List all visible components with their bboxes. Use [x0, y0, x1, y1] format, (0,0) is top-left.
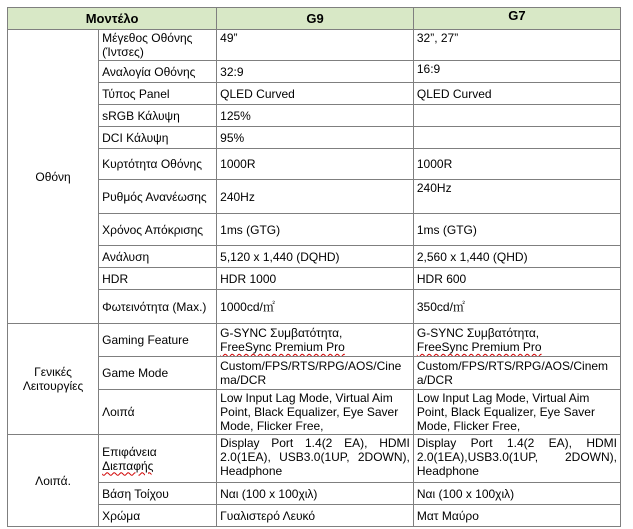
- cell-g7: 1ms (GTG): [413, 214, 620, 246]
- row-label: sRGB Κάλυψη: [99, 105, 217, 127]
- cell-g9: Ναι (100 x 100χιλ): [217, 483, 414, 505]
- row-label: HDR: [99, 268, 217, 290]
- row-label: Μέγεθος Οθόνης (Ίντσες): [99, 30, 217, 61]
- row-label: DCI Κάλυψη: [99, 127, 217, 149]
- gaming-g9-line1: G-SYNC Συμβατότητα,: [220, 326, 343, 340]
- table-row: [8, 83, 621, 105]
- row-label: Χρόνος Απόκρισης: [99, 214, 217, 246]
- cell-g7: Low Input Lag Mode, Virtual Aim Point, Black Equalizer, Eye Saver Mode, Flicker Free,: [413, 390, 620, 435]
- group-other: Λοιπά.: [8, 435, 99, 527]
- cell-g9: 32:9: [217, 61, 414, 83]
- table-row: [8, 30, 621, 61]
- table-row: [8, 127, 621, 149]
- interface-label-line1: Επιφάνεια: [102, 444, 157, 459]
- cell-g9: Custom/FPS/RTS/RPG/AOS/Cinema/DCR: [217, 357, 414, 390]
- cell-g9: 1ms (GTG): [217, 214, 414, 246]
- cell-g7: 240Hz: [413, 180, 620, 214]
- spec-comparison-table: [7, 7, 621, 527]
- row-label: Λοιπά: [99, 390, 217, 435]
- header-g7: G7: [413, 8, 620, 30]
- cell-g7: [413, 127, 620, 149]
- header-model: Μοντέλο: [8, 8, 217, 30]
- table-row: [8, 246, 621, 268]
- row-label: Φωτεινότητα (Max.): [99, 290, 217, 324]
- cell-g9: 5,120 x 1,440 (DQHD): [217, 246, 414, 268]
- gaming-g7-line2: FreeSync Premium Pro: [416, 340, 542, 354]
- row-label: Κυρτότητα Οθόνης: [99, 149, 217, 180]
- cell-g7: 16:9: [413, 61, 620, 83]
- cell-g7: Ματ Μαύρο: [413, 505, 620, 527]
- table-row: [8, 180, 621, 214]
- cell-g7: Ναι (100 x 100χιλ): [413, 483, 620, 505]
- cell-g9: 240Hz: [217, 180, 414, 214]
- row-label: Gaming Feature: [99, 324, 217, 357]
- row-label: [99, 435, 217, 483]
- group-features-line1: Γενικές: [34, 365, 72, 379]
- table-row: [8, 214, 621, 246]
- cell-g7: HDR 600: [413, 268, 620, 290]
- table-row: [8, 105, 621, 127]
- table-row: [8, 435, 621, 483]
- row-label: Τύπος Panel: [99, 83, 217, 105]
- table-row: [8, 357, 621, 390]
- cell-g7: [413, 105, 620, 127]
- cell-g9: QLED Curved: [217, 83, 414, 105]
- cell-g7: 2,560 x 1,440 (QHD): [413, 246, 620, 268]
- cell-g9: Low Input Lag Mode, Virtual Aim Point, Black Equalizer, Eye Saver Mode, Flicker Free,: [217, 390, 414, 435]
- interface-label-line2: Διεπαφής: [102, 458, 154, 473]
- table-row: [8, 290, 621, 324]
- header-row: [8, 8, 621, 30]
- row-label: Βάση Τοίχου: [99, 483, 217, 505]
- cell-g9: 49”: [217, 30, 414, 61]
- row-label: Χρώμα: [99, 505, 217, 527]
- cell-g7: Custom/FPS/RTS/RPG/AOS/Cinema/DCR: [413, 357, 620, 390]
- gaming-g7-line1: G-SYNC Συμβατότητα,: [416, 326, 540, 340]
- cell-g7: QLED Curved: [413, 83, 620, 105]
- table-row: [8, 268, 621, 290]
- cell-g7: [413, 324, 620, 357]
- group-features-line2: Λειτουργίες: [22, 379, 84, 393]
- table-row: [8, 390, 621, 435]
- cell-g9: Γυαλιστερό Λευκό: [217, 505, 414, 527]
- group-features: [8, 324, 99, 435]
- row-label: Ανάλυση: [99, 246, 217, 268]
- cell-g9: Display Port 1.4(2 EA), HDMI 2.0(1EA), USB3.0(1UP, 2DOWN), Headphone: [217, 435, 414, 483]
- cell-g9: 95%: [217, 127, 414, 149]
- cell-g7: 32”, 27”: [413, 30, 620, 61]
- table-row: [8, 483, 621, 505]
- group-display: Οθόνη: [8, 30, 99, 324]
- header-g9: G9: [217, 8, 414, 30]
- table-row: [8, 149, 621, 180]
- cell-g7: Display Port 1.4(2 EA), HDMI 2.0(1EA),USB3.0(1UP, 2DOWN), Headphone: [413, 435, 620, 483]
- row-label: Αναλογία Οθόνης: [99, 61, 217, 83]
- cell-g9: [217, 324, 414, 357]
- cell-g9: 1000R: [217, 149, 414, 180]
- cell-g7: 1000R: [413, 149, 620, 180]
- row-label: Ρυθμός Ανανέωσης: [99, 180, 217, 214]
- gaming-g9-line2: FreeSync Premium Pro: [220, 340, 345, 354]
- cell-g7: 350cd/㎡: [413, 290, 620, 324]
- table-row: [8, 324, 621, 357]
- table-row: [8, 61, 621, 83]
- table-row: [8, 505, 621, 527]
- cell-g9: 1000cd/㎡: [217, 290, 414, 324]
- row-label: Game Mode: [99, 357, 217, 390]
- cell-g9: 125%: [217, 105, 414, 127]
- cell-g9: HDR 1000: [217, 268, 414, 290]
